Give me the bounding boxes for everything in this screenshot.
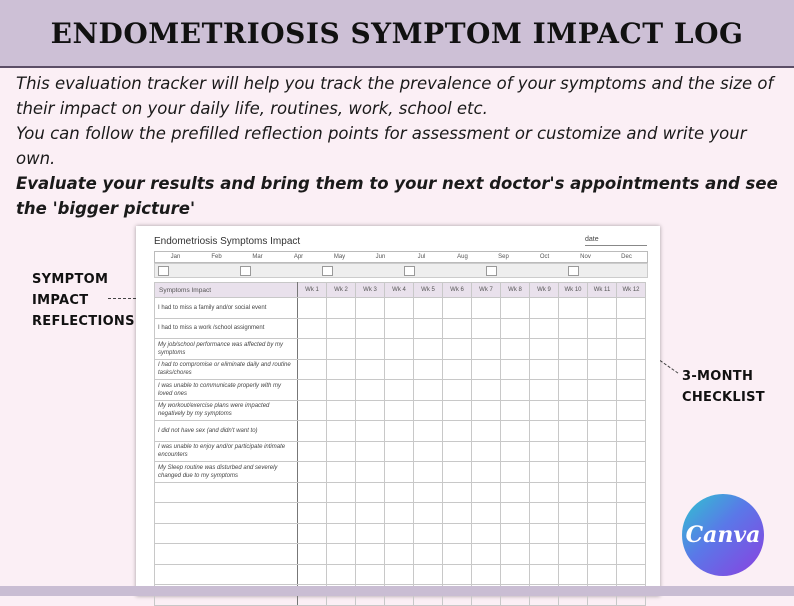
week-check-cell[interactable] bbox=[298, 564, 327, 585]
month-label: Sep bbox=[498, 254, 509, 260]
week-check-cell[interactable] bbox=[530, 318, 559, 339]
week-check-cell[interactable] bbox=[530, 339, 559, 360]
month-checkbox[interactable] bbox=[158, 266, 169, 276]
symptom-label: I had to miss a family and/or social event bbox=[155, 298, 298, 319]
table-row bbox=[155, 421, 646, 442]
symptom-label: My Sleep routine was disturbed and severely changed due to my symptoms bbox=[155, 462, 298, 483]
month-check-cell bbox=[401, 264, 442, 277]
month-check-cell bbox=[524, 264, 565, 277]
symptom-label bbox=[155, 503, 298, 524]
week-check-cell[interactable] bbox=[356, 380, 385, 401]
week-check-cell[interactable] bbox=[588, 544, 617, 565]
week-check-cell[interactable] bbox=[414, 298, 443, 319]
week-check-cell[interactable] bbox=[385, 544, 414, 565]
week-check-cell[interactable] bbox=[356, 339, 385, 360]
week-check-cell[interactable] bbox=[327, 523, 356, 544]
week-check-cell[interactable] bbox=[414, 503, 443, 524]
month-label: Apr bbox=[293, 254, 304, 260]
week-check-cell[interactable] bbox=[617, 359, 646, 380]
table-row bbox=[155, 523, 646, 544]
canva-text: Canva bbox=[685, 522, 761, 548]
week-check-cell[interactable] bbox=[530, 441, 559, 462]
week-check-cell[interactable] bbox=[356, 359, 385, 380]
month-label: Jun bbox=[375, 254, 386, 260]
month-checkbox[interactable] bbox=[322, 266, 333, 276]
week-check-cell[interactable] bbox=[559, 318, 588, 339]
month-check-cell bbox=[278, 264, 319, 277]
week-check-cell[interactable] bbox=[559, 462, 588, 483]
month-row bbox=[154, 251, 648, 263]
week-check-cell[interactable] bbox=[443, 400, 472, 421]
week-check-cell[interactable] bbox=[472, 544, 501, 565]
connector-line bbox=[660, 360, 679, 373]
week-check-cell[interactable] bbox=[356, 544, 385, 565]
month-checkbox[interactable] bbox=[240, 266, 251, 276]
week-check-cell[interactable] bbox=[443, 441, 472, 462]
label-line: IMPACT bbox=[32, 293, 89, 308]
table-row bbox=[155, 482, 646, 503]
week-check-cell[interactable] bbox=[559, 482, 588, 503]
week-check-cell[interactable] bbox=[588, 318, 617, 339]
symptom-label: I had to compromise or eliminate daily and routine tasks/chores bbox=[155, 359, 298, 380]
week-check-cell[interactable] bbox=[298, 523, 327, 544]
week-check-cell[interactable] bbox=[356, 318, 385, 339]
intro-line-3: Evaluate your results and bring them to your next doctor's appointments and see the 'bigger picture' bbox=[16, 174, 778, 218]
week-check-cell[interactable] bbox=[559, 421, 588, 442]
week-check-cell[interactable] bbox=[472, 523, 501, 544]
week-check-cell[interactable] bbox=[414, 400, 443, 421]
week-check-cell[interactable] bbox=[327, 298, 356, 319]
week-check-cell[interactable] bbox=[559, 400, 588, 421]
week-check-cell[interactable] bbox=[530, 503, 559, 524]
week-check-cell[interactable] bbox=[501, 462, 530, 483]
month-label: Dec bbox=[621, 254, 632, 260]
week-check-cell[interactable] bbox=[414, 421, 443, 442]
week-check-cell[interactable] bbox=[559, 503, 588, 524]
month-label: Nov bbox=[580, 254, 591, 260]
week-check-cell[interactable] bbox=[443, 564, 472, 585]
week-check-cell[interactable] bbox=[501, 339, 530, 360]
week-check-cell[interactable] bbox=[472, 339, 501, 360]
month-check-cell bbox=[155, 264, 196, 277]
week-check-cell[interactable] bbox=[298, 482, 327, 503]
month-label: Jul bbox=[417, 254, 426, 260]
connector-line bbox=[108, 298, 136, 299]
week-check-cell[interactable] bbox=[356, 400, 385, 421]
intro-line-1: This evaluation tracker will help you track the prevalence of your symptoms and the size of their impact on your daily life, routines, work, school etc. bbox=[16, 74, 774, 118]
week-check-cell[interactable] bbox=[530, 564, 559, 585]
symptom-impact-reflections-label bbox=[32, 269, 135, 332]
intro-text bbox=[16, 71, 786, 221]
week-check-cell[interactable] bbox=[501, 544, 530, 565]
week-check-cell[interactable] bbox=[617, 564, 646, 585]
symptom-label: I did not have sex (and didn't want to) bbox=[155, 421, 298, 442]
week-check-cell[interactable] bbox=[443, 503, 472, 524]
week-check-cell[interactable] bbox=[617, 400, 646, 421]
week-check-cell[interactable] bbox=[617, 441, 646, 462]
week-check-cell[interactable] bbox=[530, 482, 559, 503]
month-checkbox-row bbox=[154, 263, 648, 278]
week-check-cell[interactable] bbox=[298, 544, 327, 565]
label-line: CHECKLIST bbox=[682, 390, 765, 405]
table-row bbox=[155, 298, 646, 319]
week-check-cell[interactable] bbox=[414, 318, 443, 339]
week-check-cell[interactable] bbox=[472, 441, 501, 462]
month-label: May bbox=[333, 254, 346, 260]
week-check-cell[interactable] bbox=[327, 359, 356, 380]
week-check-cell[interactable] bbox=[472, 380, 501, 401]
week-check-cell[interactable] bbox=[327, 441, 356, 462]
week-check-cell[interactable] bbox=[501, 441, 530, 462]
week-check-cell[interactable] bbox=[501, 380, 530, 401]
bottom-banner bbox=[0, 586, 794, 596]
table-row bbox=[155, 400, 646, 421]
week-check-cell[interactable] bbox=[617, 339, 646, 360]
week-check-cell[interactable] bbox=[385, 318, 414, 339]
symptom-label bbox=[155, 564, 298, 585]
week-check-cell[interactable] bbox=[385, 380, 414, 401]
week-check-cell[interactable] bbox=[298, 380, 327, 401]
week-check-cell[interactable] bbox=[443, 359, 472, 380]
sheet-title: Endometriosis Symptoms Impact bbox=[154, 236, 301, 247]
month-check-cell bbox=[237, 264, 278, 277]
week-check-cell[interactable] bbox=[617, 318, 646, 339]
week-check-cell[interactable] bbox=[356, 503, 385, 524]
week-header: Wk 5 bbox=[414, 283, 443, 298]
week-check-cell[interactable] bbox=[501, 400, 530, 421]
week-check-cell[interactable] bbox=[588, 380, 617, 401]
month-check-cell bbox=[442, 264, 483, 277]
week-check-cell[interactable] bbox=[501, 503, 530, 524]
week-check-cell[interactable] bbox=[530, 380, 559, 401]
week-check-cell[interactable] bbox=[298, 400, 327, 421]
symptom-label bbox=[155, 482, 298, 503]
week-check-cell[interactable] bbox=[588, 359, 617, 380]
table-row bbox=[155, 462, 646, 483]
week-check-cell[interactable] bbox=[588, 482, 617, 503]
week-check-cell[interactable] bbox=[298, 339, 327, 360]
week-check-cell[interactable] bbox=[588, 523, 617, 544]
month-label: Feb bbox=[211, 254, 222, 260]
week-header: Wk 4 bbox=[385, 283, 414, 298]
week-check-cell[interactable] bbox=[443, 544, 472, 565]
week-check-cell[interactable] bbox=[385, 339, 414, 360]
page-title: ENDOMETRIOSIS SYMPTOM IMPACT LOG bbox=[50, 16, 744, 50]
week-check-cell[interactable] bbox=[501, 421, 530, 442]
week-check-cell[interactable] bbox=[327, 318, 356, 339]
week-check-cell[interactable] bbox=[559, 523, 588, 544]
week-check-cell[interactable] bbox=[559, 441, 588, 462]
week-check-cell[interactable] bbox=[298, 318, 327, 339]
table-row bbox=[155, 339, 646, 360]
canva-logo bbox=[682, 494, 764, 576]
week-check-cell[interactable] bbox=[530, 298, 559, 319]
week-check-cell[interactable] bbox=[472, 503, 501, 524]
week-check-cell[interactable] bbox=[588, 298, 617, 319]
week-check-cell[interactable] bbox=[327, 503, 356, 524]
week-check-cell[interactable] bbox=[617, 482, 646, 503]
week-check-cell[interactable] bbox=[472, 462, 501, 483]
week-check-cell[interactable] bbox=[501, 359, 530, 380]
symptom-label bbox=[155, 523, 298, 544]
week-check-cell[interactable] bbox=[298, 421, 327, 442]
week-check-cell[interactable] bbox=[327, 421, 356, 442]
label-line: SYMPTOM bbox=[32, 272, 109, 287]
month-check-cell bbox=[606, 264, 647, 277]
week-check-cell[interactable] bbox=[559, 564, 588, 585]
week-check-cell[interactable] bbox=[501, 482, 530, 503]
table-row bbox=[155, 503, 646, 524]
week-check-cell[interactable] bbox=[385, 503, 414, 524]
month-label: Oct bbox=[539, 254, 550, 260]
week-check-cell[interactable] bbox=[385, 564, 414, 585]
week-header: Wk 7 bbox=[472, 283, 501, 298]
week-check-cell[interactable] bbox=[443, 318, 472, 339]
week-check-cell[interactable] bbox=[530, 400, 559, 421]
week-check-cell[interactable] bbox=[617, 298, 646, 319]
table-header-label: Symptoms Impact bbox=[155, 283, 298, 298]
week-check-cell[interactable] bbox=[588, 400, 617, 421]
symptom-label bbox=[155, 544, 298, 565]
week-check-cell[interactable] bbox=[385, 400, 414, 421]
intro-line-2: You can follow the prefilled reflection points for assessment or customize and write your own. bbox=[16, 124, 747, 168]
week-check-cell[interactable] bbox=[298, 441, 327, 462]
week-check-cell[interactable] bbox=[443, 380, 472, 401]
week-check-cell[interactable] bbox=[559, 298, 588, 319]
week-check-cell[interactable] bbox=[501, 523, 530, 544]
week-check-cell[interactable] bbox=[472, 359, 501, 380]
week-check-cell[interactable] bbox=[356, 421, 385, 442]
table-row bbox=[155, 544, 646, 565]
week-check-cell[interactable] bbox=[559, 544, 588, 565]
symptom-label: I was unable to communicate properly with my loved ones bbox=[155, 380, 298, 401]
week-check-cell[interactable] bbox=[501, 564, 530, 585]
symptom-label: My job/school performance was affected by my symptoms bbox=[155, 339, 298, 360]
month-checkbox[interactable] bbox=[404, 266, 415, 276]
week-check-cell[interactable] bbox=[530, 421, 559, 442]
table-row bbox=[155, 441, 646, 462]
week-check-cell[interactable] bbox=[298, 298, 327, 319]
week-check-cell[interactable] bbox=[385, 482, 414, 503]
table-row bbox=[155, 564, 646, 585]
week-check-cell[interactable] bbox=[588, 503, 617, 524]
week-check-cell[interactable] bbox=[414, 380, 443, 401]
week-check-cell[interactable] bbox=[356, 523, 385, 544]
month-label: Jan bbox=[170, 254, 181, 260]
symptom-grid bbox=[154, 282, 646, 606]
week-check-cell[interactable] bbox=[385, 359, 414, 380]
week-check-cell[interactable] bbox=[327, 400, 356, 421]
symptom-label: I had to miss a work /school assignment bbox=[155, 318, 298, 339]
week-check-cell[interactable] bbox=[414, 482, 443, 503]
month-check-cell bbox=[565, 264, 606, 277]
month-label: Aug bbox=[457, 254, 468, 260]
week-check-cell[interactable] bbox=[414, 441, 443, 462]
week-header: Wk 6 bbox=[443, 283, 472, 298]
week-check-cell[interactable] bbox=[559, 380, 588, 401]
week-check-cell[interactable] bbox=[414, 339, 443, 360]
week-check-cell[interactable] bbox=[472, 482, 501, 503]
week-check-cell[interactable] bbox=[298, 462, 327, 483]
week-check-cell[interactable] bbox=[414, 462, 443, 483]
week-header: Wk 12 bbox=[617, 283, 646, 298]
label-line: REFLECTIONS bbox=[32, 314, 135, 329]
month-label: Mar bbox=[252, 254, 263, 260]
week-check-cell[interactable] bbox=[443, 421, 472, 442]
week-check-cell[interactable] bbox=[414, 564, 443, 585]
week-check-cell[interactable] bbox=[443, 482, 472, 503]
week-check-cell[interactable] bbox=[559, 339, 588, 360]
week-check-cell[interactable] bbox=[617, 523, 646, 544]
week-header: Wk 2 bbox=[327, 283, 356, 298]
week-check-cell[interactable] bbox=[443, 462, 472, 483]
week-check-cell[interactable] bbox=[385, 462, 414, 483]
week-check-cell[interactable] bbox=[530, 544, 559, 565]
week-check-cell[interactable] bbox=[327, 482, 356, 503]
week-check-cell[interactable] bbox=[530, 359, 559, 380]
week-check-cell[interactable] bbox=[385, 421, 414, 442]
week-check-cell[interactable] bbox=[501, 318, 530, 339]
week-header: Wk 8 bbox=[501, 283, 530, 298]
week-check-cell[interactable] bbox=[472, 421, 501, 442]
week-header: Wk 1 bbox=[298, 283, 327, 298]
month-check-cell bbox=[360, 264, 401, 277]
week-check-cell[interactable] bbox=[588, 564, 617, 585]
month-checkbox[interactable] bbox=[486, 266, 497, 276]
month-check-cell bbox=[483, 264, 524, 277]
symptom-label: I was unable to enjoy and/or participate intimate encounters bbox=[155, 441, 298, 462]
week-check-cell[interactable] bbox=[356, 462, 385, 483]
three-month-checklist-label bbox=[682, 366, 765, 408]
week-check-cell[interactable] bbox=[588, 441, 617, 462]
week-check-cell[interactable] bbox=[356, 441, 385, 462]
week-check-cell[interactable] bbox=[356, 482, 385, 503]
week-check-cell[interactable] bbox=[530, 462, 559, 483]
table-row bbox=[155, 359, 646, 380]
week-check-cell[interactable] bbox=[327, 339, 356, 360]
week-check-cell[interactable] bbox=[530, 523, 559, 544]
week-check-cell[interactable] bbox=[472, 564, 501, 585]
week-check-cell[interactable] bbox=[617, 503, 646, 524]
tracker-sheet-preview bbox=[136, 226, 660, 596]
week-check-cell[interactable] bbox=[559, 359, 588, 380]
week-check-cell[interactable] bbox=[298, 359, 327, 380]
week-check-cell[interactable] bbox=[472, 298, 501, 319]
week-check-cell[interactable] bbox=[298, 503, 327, 524]
week-check-cell[interactable] bbox=[443, 339, 472, 360]
week-header: Wk 9 bbox=[530, 283, 559, 298]
week-header: Wk 10 bbox=[559, 283, 588, 298]
week-check-cell[interactable] bbox=[385, 523, 414, 544]
week-check-cell[interactable] bbox=[617, 380, 646, 401]
week-check-cell[interactable] bbox=[356, 298, 385, 319]
week-check-cell[interactable] bbox=[588, 339, 617, 360]
week-check-cell[interactable] bbox=[617, 421, 646, 442]
month-check-cell bbox=[196, 264, 237, 277]
week-check-cell[interactable] bbox=[472, 318, 501, 339]
week-check-cell[interactable] bbox=[588, 421, 617, 442]
week-check-cell[interactable] bbox=[414, 359, 443, 380]
table-row bbox=[155, 380, 646, 401]
week-check-cell[interactable] bbox=[588, 462, 617, 483]
week-check-cell[interactable] bbox=[385, 441, 414, 462]
week-check-cell[interactable] bbox=[327, 564, 356, 585]
symptom-label: My workout/exercise plans were impacted negatively by my symptoms bbox=[155, 400, 298, 421]
month-check-cell bbox=[319, 264, 360, 277]
week-check-cell[interactable] bbox=[501, 298, 530, 319]
week-check-cell[interactable] bbox=[414, 544, 443, 565]
week-check-cell[interactable] bbox=[443, 298, 472, 319]
week-check-cell[interactable] bbox=[356, 564, 385, 585]
week-check-cell[interactable] bbox=[443, 523, 472, 544]
week-check-cell[interactable] bbox=[327, 544, 356, 565]
week-check-cell[interactable] bbox=[327, 380, 356, 401]
week-check-cell[interactable] bbox=[472, 400, 501, 421]
month-checkbox[interactable] bbox=[568, 266, 579, 276]
week-header: Wk 11 bbox=[588, 283, 617, 298]
week-check-cell[interactable] bbox=[414, 523, 443, 544]
week-header: Wk 3 bbox=[356, 283, 385, 298]
week-check-cell[interactable] bbox=[327, 462, 356, 483]
week-check-cell[interactable] bbox=[385, 298, 414, 319]
date-field: date bbox=[585, 236, 647, 246]
table-row bbox=[155, 318, 646, 339]
week-check-cell[interactable] bbox=[617, 544, 646, 565]
week-check-cell[interactable] bbox=[617, 462, 646, 483]
label-line: 3-MONTH bbox=[682, 369, 754, 384]
